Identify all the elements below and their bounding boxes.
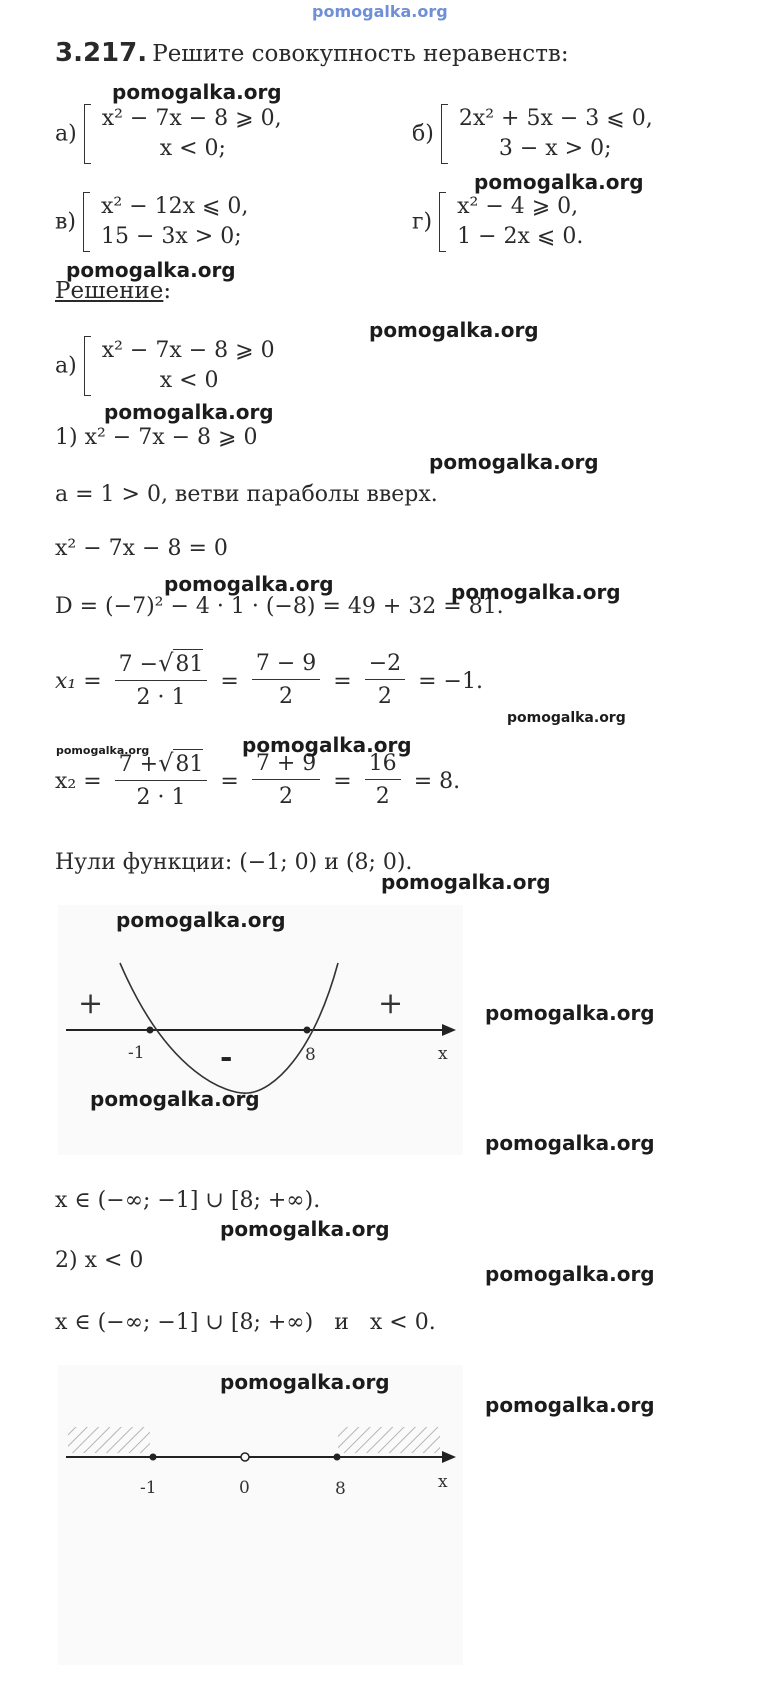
root-right-point xyxy=(304,1027,311,1034)
x2-fraction-2 xyxy=(252,749,320,814)
x1-den2: 2 xyxy=(279,684,294,709)
hatch-left xyxy=(68,1427,150,1453)
x2-den1: 2 · 1 xyxy=(136,785,186,810)
watermark: pomogalka.org xyxy=(56,744,150,757)
solution-system-a xyxy=(55,336,275,396)
watermark: pomogalka.org xyxy=(164,572,334,596)
graph1-axis-label: x xyxy=(438,1044,448,1064)
watermark: pomogalka.org xyxy=(485,1131,655,1155)
x1-lhs: x₁ = xyxy=(55,669,102,694)
x2-fraction-1 xyxy=(115,748,208,815)
parabola-graph xyxy=(58,905,463,1155)
function-zeros: Нули функции: (−1; 0) и (8; 0). xyxy=(55,850,413,875)
watermark: pomogalka.org xyxy=(220,1370,390,1394)
watermark: pomogalka.org xyxy=(485,1262,655,1286)
system-g-label: г) xyxy=(412,209,433,235)
hatch-right xyxy=(338,1427,440,1453)
x1-den3: 2 xyxy=(377,684,392,709)
system-b-row1: 2x² + 5x − 3 ⩽ 0, xyxy=(458,106,653,131)
graph2-tick-mid: 0 xyxy=(239,1478,250,1498)
x2-fraction-3 xyxy=(365,749,401,814)
watermark: pomogalka.org xyxy=(381,870,551,894)
branches-text: a = 1 > 0, ветви параболы вверх. xyxy=(55,482,438,507)
graph2-tick-right: 8 xyxy=(335,1479,346,1499)
x2-num3: 16 xyxy=(365,749,401,780)
bracket-icon xyxy=(83,192,90,252)
bracket-icon xyxy=(84,104,91,164)
system-v-label: в) xyxy=(55,209,76,235)
problem-number: 3.217. xyxy=(55,38,148,68)
step2: 2) x < 0 xyxy=(55,1248,144,1273)
system-a-row2: x < 0; xyxy=(159,136,226,161)
x2-lhs: x₂ = xyxy=(55,769,102,794)
combined-conditions xyxy=(55,1310,436,1335)
watermark: pomogalka.org xyxy=(507,710,626,726)
x2-num1: 7 + xyxy=(118,752,159,777)
answer1: x ∈ (−∞; −1] ∪ [8; +∞). xyxy=(55,1188,321,1213)
solution-a-row2: x < 0 xyxy=(159,368,219,393)
graph1-plus-right: + xyxy=(378,986,404,1021)
sqrt-icon: √ xyxy=(158,649,174,677)
graph1-tick-left: -1 xyxy=(128,1043,145,1063)
x1-formula: x₁ = $\frac{7 -√81}{2 \cdot 1}$ = $\frac{7 - 9}{2}$ = $\frac{-2}{2}$ = −1. xyxy=(55,648,483,715)
x2-den3: 2 xyxy=(375,784,390,809)
x1-fraction-1 xyxy=(115,648,208,715)
watermark: pomogalka.org xyxy=(90,1087,260,1111)
system-b xyxy=(412,104,653,164)
x1-num2: 7 − 9 xyxy=(252,649,320,680)
graph2-tick-left: -1 xyxy=(140,1478,157,1498)
x1-num3: −2 xyxy=(365,649,405,680)
combine-and: и xyxy=(334,1310,349,1335)
discriminant: D = (−7)² − 4 · 1 · (−8) = 49 + 32 = 81. xyxy=(55,594,504,619)
system-g-row1: x² − 4 ⩾ 0, xyxy=(457,194,579,219)
graph2-axis-label: x xyxy=(438,1472,448,1492)
x1-fraction-2 xyxy=(252,649,320,714)
x1-radicand: 81 xyxy=(173,649,203,680)
x1-result: = −1. xyxy=(418,669,483,694)
system-g xyxy=(412,192,583,252)
watermark: pomogalka.org xyxy=(66,258,236,282)
solution-a-label: а) xyxy=(55,353,77,379)
system-a-row1: x² − 7x − 8 ⩾ 0, xyxy=(101,106,282,131)
equation: x² − 7x − 8 = 0 xyxy=(55,536,228,561)
watermark: pomogalka.org xyxy=(474,170,644,194)
x1-den1: 2 · 1 xyxy=(136,685,186,710)
number-line-graph xyxy=(58,1365,463,1665)
combine-right: x < 0. xyxy=(369,1310,436,1335)
watermark: pomogalka.org xyxy=(104,400,274,424)
system-a xyxy=(55,104,282,164)
graph2-background xyxy=(58,1365,463,1665)
x2-den2: 2 xyxy=(279,784,294,809)
watermark: pomogalka.org xyxy=(485,1001,655,1025)
problem-statement: Решите совокупность неравенств: xyxy=(152,41,569,67)
x1-num1: 7 − xyxy=(118,652,159,677)
watermark: pomogalka.org xyxy=(429,450,599,474)
x1-fraction-3 xyxy=(365,649,405,714)
system-v xyxy=(55,192,248,252)
bracket-icon xyxy=(441,104,448,164)
watermark-top: pomogalka.org xyxy=(312,2,448,21)
watermark: pomogalka.org xyxy=(451,580,621,604)
system-v-row2: 15 − 3x > 0; xyxy=(100,224,242,249)
point-minus-one xyxy=(150,1454,157,1461)
sqrt-icon: √ xyxy=(158,749,174,777)
solution-heading-colon: : xyxy=(163,278,172,304)
graph1-tick-right: 8 xyxy=(305,1045,316,1065)
step1: 1) x² − 7x − 8 ⩾ 0 xyxy=(55,425,258,450)
system-a-label: а) xyxy=(55,121,77,147)
system-g-row2: 1 − 2x ⩽ 0. xyxy=(457,224,584,249)
watermark: pomogalka.org xyxy=(112,80,282,104)
root-left-point xyxy=(147,1027,154,1034)
solution-a-row1: x² − 7x − 8 ⩾ 0 xyxy=(101,338,275,363)
system-b-row2: 3 − x > 0; xyxy=(498,136,612,161)
system-v-row1: x² − 12x ⩽ 0, xyxy=(100,194,249,219)
x2-radicand: 81 xyxy=(173,749,203,780)
watermark: pomogalka.org xyxy=(116,908,286,932)
point-zero-open xyxy=(241,1453,249,1461)
graph1-minus: - xyxy=(220,1040,233,1075)
point-eight xyxy=(334,1454,341,1461)
graph1-plus-left: + xyxy=(78,986,104,1021)
x2-num2: 7 + 9 xyxy=(252,749,320,780)
combine-left: x ∈ (−∞; −1] ∪ [8; +∞) xyxy=(55,1310,314,1335)
problem-header xyxy=(55,38,569,68)
x2-result: = 8. xyxy=(413,769,461,794)
bracket-icon xyxy=(84,336,91,396)
bracket-icon xyxy=(439,192,446,252)
watermark: pomogalka.org xyxy=(485,1393,655,1417)
system-b-label: б) xyxy=(412,121,434,147)
solution-heading-text: Решение xyxy=(55,278,164,304)
watermark: pomogalka.org xyxy=(242,733,412,757)
x2-formula: x₂ = $\frac{7 +√81}{2 \cdot 1}$ = $\frac{7 + 9}{2}$ = $\frac{16}{2}$ = 8. xyxy=(55,748,460,815)
watermark: pomogalka.org xyxy=(369,318,539,342)
watermark: pomogalka.org xyxy=(220,1217,390,1241)
